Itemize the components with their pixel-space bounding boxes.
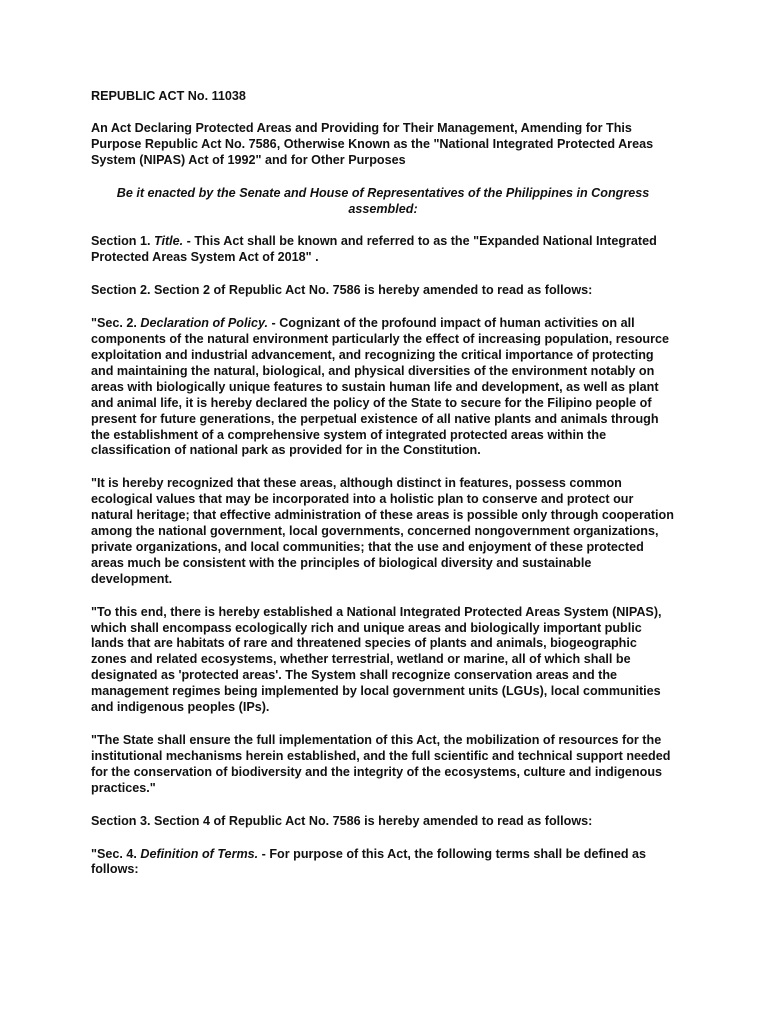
act-long-title: An Act Declaring Protected Areas and Providing for Their Management, Amending for This Purpose Republic Act No. 7586, Otherwise Known as the "National Integrated Protected Areas System (NIPAS) Act of 1992" and for Other Purposes bbox=[91, 120, 654, 167]
paragraph-to-this-end: "To this end, there is hereby established a National Integrated Protected Areas System (NIPAS), which shall encompass ecologically rich and unique areas and biologically important public lands that are habitats of rare and threatened species of plants and animals, biogeographic zones and related ecosystems, whether terrestrial, wetland or marine, all of which shall be designated as 'protected areas'. The System shall recognize conservation areas and the management regimes being implemented by local government units (LGUs), local communities and indigenous peoples (IPs). bbox=[91, 604, 662, 715]
sec-4-definition-of-terms bbox=[91, 847, 675, 879]
sec-4-text: - For purpose of this Act, the following terms shall be defined as follows: bbox=[91, 846, 647, 877]
sec-4-lead: "Sec. 4. bbox=[91, 846, 141, 861]
enacting-clause: Be it enacted by the Senate and House of Representatives of the Philippines in Congress assembled: bbox=[116, 185, 650, 216]
section-1 bbox=[91, 234, 675, 266]
sec-2-heading: Declaration of Policy. bbox=[140, 316, 268, 331]
sec-4-heading: Definition of Terms. bbox=[140, 846, 259, 861]
paragraph-state-shall-ensure: "The State shall ensure the full implementation of this Act, the mobilization of resources for the institutional mechanisms herein established, and the full scientific and technical support needed for the conservation of biodiversity and the integrity of the ecosystems, culture and indigenous practices." bbox=[91, 733, 671, 795]
document-page bbox=[91, 89, 675, 895]
section-1-lead: Section 1. bbox=[91, 234, 154, 249]
sec-2-declaration-of-policy bbox=[91, 316, 675, 459]
section-1-text: - This Act shall be known and referred to as the "Expanded National Integrated Protected Areas System Act of 2018" . bbox=[91, 234, 657, 265]
act-title: REPUBLIC ACT No. 11038 bbox=[91, 89, 246, 103]
section-2-intro: Section 2. Section 2 of Republic Act No. 7586 is hereby amended to read as follows: bbox=[91, 283, 593, 298]
section-3-intro: Section 3. Section 4 of Republic Act No. 7586 is hereby amended to read as follows: bbox=[91, 813, 593, 828]
section-1-heading: Title. bbox=[154, 234, 184, 249]
sec-2-lead: "Sec. 2. bbox=[91, 316, 141, 331]
paragraph-recognized: "It is hereby recognized that these areas, although distinct in features, possess common ecological values that may be incorporated into a holistic plan to conserve and protect our natural heritage; that effective administration of these areas is possible only through cooperation among the national government, local governments, concerned nongovernment organizations, private organizations, and local communities; that the use and enjoyment of these protected areas much be consistent with the principles of biological diversity and sustainable development. bbox=[91, 476, 674, 586]
sec-2-text: - Cognizant of the profound impact of human activities on all components of the natural environment particularly the effect of increasing population, resource exploitation and industrial advancement, and recognizing the critical importance of protecting and maintaining the natural, biological, and physical diversities of the environment notably on areas with biologically unique features to sustain human life and development, as well as plant and animal life, it is hereby declared the policy of the State to secure for the Filipino people of present for future generations, the perpetual existence of all native plants and animals through the establishment of a comprehensive system of integrated protected areas within the classification of national park as provided for in the Constitution. bbox=[91, 316, 670, 458]
